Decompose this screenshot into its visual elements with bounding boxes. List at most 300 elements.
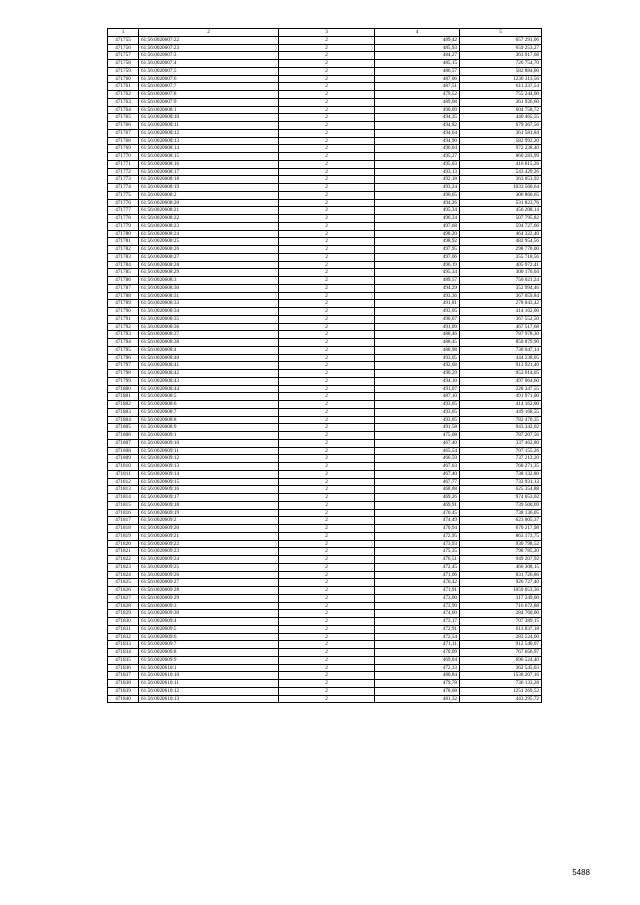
header-row [108,29,542,37]
amount-cell: 738 136,05 [460,509,542,517]
cadastral-number-cell: 61:56:0020608:26 [139,246,279,254]
amount-cell: 491 971,00 [460,393,542,401]
amount-cell: 670 217,98 [460,525,542,533]
value-cell: 484,27 [375,52,460,60]
type-cell: 2 [279,463,375,471]
row-number-cell: 471834 [108,649,139,657]
value-cell: 493,05 [375,416,460,424]
cadastral-number-cell: 61:56:0020610:1 [139,664,279,672]
amount-cell: 456 208,14 [460,207,542,215]
cadastral-number-cell: 61:56:0020608:24 [139,230,279,238]
cadastral-number-cell: 61:56:0020609:6 [139,633,279,641]
table-row [108,230,542,238]
table-row [108,331,542,339]
cadastral-number-cell: 61:56:0020609:16 [139,486,279,494]
value-cell: 492,68 [375,362,460,370]
cadastral-number-cell: 61:56:0020608:42 [139,370,279,378]
value-cell: 486,57 [375,67,460,75]
table-row [108,160,542,168]
type-cell: 2 [279,98,375,106]
value-cell: 495,03 [375,160,460,168]
row-number-cell: 471836 [108,664,139,672]
amount-cell: 497 064,60 [460,377,542,385]
row-number-cell: 471833 [108,641,139,649]
amount-cell: 863 173,75 [460,532,542,540]
cadastral-number-cell: 61:56:0020609:8 [139,649,279,657]
value-cell: 479,52 [375,91,460,99]
table-row [108,339,542,347]
value-cell: 467,40 [375,470,460,478]
amount-cell: 930 798,52 [460,540,542,548]
value-cell: 496,04 [375,145,460,153]
row-number-cell: 471838 [108,680,139,688]
table-row [108,455,542,463]
row-number-cell: 471817 [108,517,139,525]
cadastral-number-cell: 61:56:0020609:24 [139,556,279,564]
amount-cell: 228 347,55 [460,385,542,393]
row-number-cell: 471762 [108,91,139,99]
table-row [108,416,542,424]
row-number-cell: 471812 [108,478,139,486]
type-cell: 2 [279,494,375,502]
amount-cell: 482 954,56 [460,238,542,246]
value-cell: 488,98 [375,346,460,354]
type-cell: 2 [279,408,375,416]
cadastral-number-cell: 61:56:0020608:13 [139,137,279,145]
row-number-cell: 471755 [108,36,139,44]
amount-cell: 782 470,35 [460,416,542,424]
amount-cell: 1230 313,56 [460,75,542,83]
amount-cell: 913 921,40 [460,362,542,370]
row-number-cell: 471826 [108,587,139,595]
cadastral-number-cell: 61:56:0020609:28 [139,587,279,595]
table-row [108,36,542,44]
row-number-cell: 471783 [108,253,139,261]
table-row [108,494,542,502]
table-row [108,618,542,626]
value-cell: 487,10 [375,393,460,401]
type-cell: 2 [279,439,375,447]
row-number-cell: 471767 [108,129,139,137]
cadastral-number-cell: 61:56:0020609:23 [139,548,279,556]
amount-cell: 298 770,00 [460,246,542,254]
value-cell: 493,36 [375,292,460,300]
amount-cell: 466 308,15 [460,563,542,571]
cadastral-number-cell: 61:56:0020609:12 [139,455,279,463]
amount-cell: 733 931,13 [460,478,542,486]
amount-cell: 362 545,03 [460,664,542,672]
amount-cell: 594 727,66 [460,222,542,230]
value-cell: 468,08 [375,486,460,494]
amount-cell: 613 837,18 [460,625,542,633]
amount-cell: 949 207,92 [460,556,542,564]
cadastral-number-cell: 61:56:0020609:18 [139,501,279,509]
amount-cell: 543 429,26 [460,168,542,176]
type-cell: 2 [279,75,375,83]
value-cell: 494,64 [375,129,460,137]
row-number-cell: 471763 [108,98,139,106]
row-number-cell: 471832 [108,633,139,641]
value-cell: 489,08 [375,98,460,106]
amount-cell: 787 207,56 [460,432,542,440]
table-row [108,370,542,378]
type-cell: 2 [279,44,375,52]
table-row [108,323,542,331]
type-cell: 2 [279,230,375,238]
amount-cell: 283 524,00 [460,633,542,641]
cadastral-number-cell: 61:56:0020608:9 [139,424,279,432]
row-number-cell: 471815 [108,501,139,509]
table-row [108,91,542,99]
row-number-cell: 471831 [108,625,139,633]
value-cell: 492,18 [375,176,460,184]
type-cell: 2 [279,52,375,60]
row-number-cell: 471800 [108,385,139,393]
value-cell: 474,60 [375,610,460,618]
amount-cell: 787 978,30 [460,331,542,339]
column-header-2: 2 [139,29,279,37]
value-cell: 471,66 [375,571,460,579]
cadastral-number-cell: 61:56:0020609:2 [139,517,279,525]
value-cell: 478,68 [375,687,460,695]
row-number-cell: 471790 [108,308,139,316]
row-number-cell: 471776 [108,199,139,207]
type-cell: 2 [279,416,375,424]
row-number-cell: 471794 [108,339,139,347]
value-cell: 491,81 [375,300,460,308]
cadastral-number-cell: 61:56:0020609:9 [139,656,279,664]
cadastral-number-cell: 61:56:0020608:5 [139,393,279,401]
type-cell: 2 [279,401,375,409]
row-number-cell: 471793 [108,331,139,339]
value-cell: 467,77 [375,478,460,486]
value-cell: 493,05 [375,401,460,409]
table-row [108,563,542,571]
amount-cell: 738 132,80 [460,470,542,478]
cadastral-number-cell: 61:56:0020608:15 [139,153,279,161]
amount-cell: 363 053,92 [460,176,542,184]
cadastral-number-cell: 61:56:0020609:21 [139,532,279,540]
row-number-cell: 471829 [108,610,139,618]
table-row [108,439,542,447]
amount-cell: 1538 207,16 [460,672,542,680]
value-cell: 472,33 [375,664,460,672]
cadastral-number-cell: 61:56:0020608:34 [139,308,279,316]
cadastral-number-cell: 61:56:0020608:16 [139,160,279,168]
value-cell: 473,17 [375,618,460,626]
row-number-cell: 471766 [108,122,139,130]
amount-cell: 798 785,20 [460,548,542,556]
cadastral-number-cell: 61:56:0020607:22 [139,36,279,44]
table-row [108,587,542,595]
value-cell: 491,09 [375,323,460,331]
cadastral-number-cell: 61:56:0020608:6 [139,401,279,409]
type-cell: 2 [279,432,375,440]
amount-cell: 716 672,88 [460,602,542,610]
type-cell: 2 [279,486,375,494]
row-number-cell: 471782 [108,246,139,254]
value-cell: 496,34 [375,215,460,223]
table-row [108,44,542,52]
type-cell: 2 [279,501,375,509]
value-cell: 487,06 [375,75,460,83]
type-cell: 2 [279,331,375,339]
amount-cell: 926 727,40 [460,579,542,587]
table-row [108,184,542,192]
table-row [108,377,542,385]
value-cell: 479,78 [375,680,460,688]
type-cell: 2 [279,60,375,68]
row-number-cell: 471813 [108,486,139,494]
type-cell: 2 [279,470,375,478]
row-number-cell: 471773 [108,176,139,184]
row-number-cell: 471786 [108,277,139,285]
cadastral-number-cell: 61:56:0020609:15 [139,478,279,486]
value-cell: 491,58 [375,424,460,432]
value-cell: 497,68 [375,222,460,230]
row-number-cell: 471785 [108,269,139,277]
value-cell: 470,94 [375,525,460,533]
value-cell: 493,05 [375,408,460,416]
table-row [108,60,542,68]
value-cell: 488,46 [375,331,460,339]
table-row [108,463,542,471]
value-cell: 467,40 [375,439,460,447]
amount-cell: 657 291,06 [460,36,542,44]
type-cell: 2 [279,308,375,316]
table-row [108,687,542,695]
type-cell: 2 [279,346,375,354]
value-cell: 489,42 [375,36,460,44]
amount-cell: 912 540,07 [460,641,542,649]
type-cell: 2 [279,106,375,114]
cadastral-number-cell: 61:56:0020610:11 [139,680,279,688]
type-cell: 2 [279,393,375,401]
amount-cell: 953 614,05 [460,370,542,378]
amount-cell: 467 517,68 [460,323,542,331]
row-number-cell: 471799 [108,377,139,385]
table-row [108,540,542,548]
table-row [108,300,542,308]
cadastral-number-cell: 61:56:0020608:12 [139,129,279,137]
value-cell: 469,04 [375,656,460,664]
amount-cell: 604 758,72 [460,106,542,114]
table-row [108,594,542,602]
table-row [108,346,542,354]
cadastral-number-cell: 61:56:0020607:9 [139,98,279,106]
amount-cell: 625 354,88 [460,486,542,494]
table-row [108,610,542,618]
cadastral-number-cell: 61:56:0020608:37 [139,331,279,339]
row-number-cell: 471775 [108,191,139,199]
cadastral-number-cell: 61:56:0020608:2 [139,191,279,199]
value-cell: 480,84 [375,672,460,680]
row-number-cell: 471819 [108,532,139,540]
amount-cell: 416 815,26 [460,160,542,168]
amount-cell: 707 389,15 [460,618,542,626]
row-number-cell: 471823 [108,563,139,571]
table-row [108,556,542,564]
type-cell: 2 [279,594,375,602]
table-row [108,284,542,292]
table-row [108,277,542,285]
type-cell: 2 [279,36,375,44]
row-number-cell: 471809 [108,455,139,463]
amount-cell: 317 249,00 [460,594,542,602]
table-row [108,664,542,672]
value-cell: 467,03 [375,463,460,471]
type-cell: 2 [279,122,375,130]
table-row [108,52,542,60]
column-header-1: 1 [108,29,139,37]
cadastral-number-cell: 61:56:0020609:3 [139,602,279,610]
cadastral-number-cell: 61:56:0020608:43 [139,377,279,385]
value-cell: 473,99 [375,602,460,610]
type-cell: 2 [279,579,375,587]
amount-cell: 355 718,56 [460,253,542,261]
cadastral-number-cell: 61:56:0020607:3 [139,52,279,60]
cadastral-number-cell: 61:56:0020607:8 [139,91,279,99]
cadastral-number-cell: 61:56:0020609:25 [139,563,279,571]
table-row [108,191,542,199]
row-number-cell: 471830 [108,618,139,626]
value-cell: 469,26 [375,494,460,502]
row-number-cell: 471774 [108,184,139,192]
cadastral-number-cell: 61:56:0020609:20 [139,525,279,533]
row-number-cell: 471764 [108,106,139,114]
amount-cell: 737 212,20 [460,455,542,463]
type-cell: 2 [279,548,375,556]
value-cell: 496,19 [375,261,460,269]
cadastral-number-cell: 61:56:0020608:20 [139,199,279,207]
value-cell: 490,09 [375,106,460,114]
type-cell: 2 [279,525,375,533]
type-cell: 2 [279,339,375,347]
table-row [108,222,542,230]
type-cell: 2 [279,284,375,292]
table-row [108,532,542,540]
value-cell: 465,54 [375,447,460,455]
table-row [108,486,542,494]
value-cell: 485,93 [375,44,460,52]
row-number-cell: 471788 [108,292,139,300]
row-number-cell: 471759 [108,67,139,75]
type-cell: 2 [279,656,375,664]
cadastral-number-cell: 61:56:0020610:12 [139,687,279,695]
cadastral-number-cell: 61:56:0020608:21 [139,207,279,215]
row-number-cell: 471758 [108,60,139,68]
table-row [108,401,542,409]
cadastral-number-cell: 61:56:0020608:35 [139,315,279,323]
amount-cell: 750 021,24 [460,277,542,285]
value-cell: 473,00 [375,594,460,602]
type-cell: 2 [279,625,375,633]
cadastral-number-cell: 61:56:0020609:14 [139,470,279,478]
type-cell: 2 [279,362,375,370]
value-cell: 498,20 [375,230,460,238]
type-cell: 2 [279,370,375,378]
cadastral-number-cell: 61:56:0020608:44 [139,385,279,393]
row-number-cell: 471798 [108,370,139,378]
amount-cell: 860 283,99 [460,153,542,161]
row-number-cell: 471757 [108,52,139,60]
cadastral-number-cell: 61:56:0020608:19 [139,184,279,192]
row-number-cell: 471805 [108,424,139,432]
table-row [108,525,542,533]
cadastral-number-cell: 61:56:0020607:23 [139,44,279,52]
row-number-cell: 471835 [108,656,139,664]
row-number-cell: 471778 [108,215,139,223]
type-cell: 2 [279,532,375,540]
value-cell: 471,91 [375,587,460,595]
type-cell: 2 [279,145,375,153]
table-row [108,308,542,316]
table-row [108,470,542,478]
type-cell: 2 [279,253,375,261]
type-cell: 2 [279,687,375,695]
cadastral-number-cell: 61:56:0020609:26 [139,571,279,579]
row-number-cell: 471816 [108,509,139,517]
type-cell: 2 [279,199,375,207]
row-number-cell: 471765 [108,114,139,122]
row-number-cell: 471807 [108,439,139,447]
column-header-4: 4 [375,29,460,37]
value-cell: 493,05 [375,354,460,362]
amount-cell: 352 994,46 [460,284,542,292]
type-cell: 2 [279,563,375,571]
cadastral-number-cell: 61:56:0020609:19 [139,509,279,517]
table-row [108,153,542,161]
amount-cell: 696 524,40 [460,656,542,664]
amount-cell: 707 155,26 [460,447,542,455]
amount-cell: 726 754,70 [460,60,542,68]
amount-cell: 507 795,82 [460,215,542,223]
cadastral-number-cell: 61:56:0020608:23 [139,222,279,230]
value-cell: 472,95 [375,532,460,540]
cadastral-number-cell: 61:56:0020608:11 [139,122,279,130]
type-cell: 2 [279,315,375,323]
cadastral-number-cell: 61:56:0020609:13 [139,463,279,471]
table-row [108,253,542,261]
table-row [108,408,542,416]
type-cell: 2 [279,385,375,393]
table-row [108,98,542,106]
amount-cell: 361 581,84 [460,129,542,137]
cadastral-number-cell: 61:56:0020608:31 [139,292,279,300]
value-cell: 489,57 [375,277,460,285]
type-cell: 2 [279,215,375,223]
type-cell: 2 [279,618,375,626]
type-cell: 2 [279,680,375,688]
cadastral-number-cell: 61:56:0020608:30 [139,284,279,292]
cadastral-number-cell: 61:56:0020609:11 [139,447,279,455]
amount-cell: 659 253,27 [460,44,542,52]
type-cell: 2 [279,269,375,277]
value-cell: 490,07 [375,315,460,323]
type-cell: 2 [279,447,375,455]
row-number-cell: 471818 [108,525,139,533]
cadastral-number-cell: 61:56:0020608:18 [139,176,279,184]
amount-cell: 361 926,60 [460,98,542,106]
table-row [108,292,542,300]
type-cell: 2 [279,633,375,641]
row-number-cell: 471828 [108,602,139,610]
table-row [108,680,542,688]
table-row [108,385,542,393]
amount-cell: 443 295,72 [460,695,542,703]
value-cell: 474,49 [375,517,460,525]
value-cell: 471,11 [375,641,460,649]
